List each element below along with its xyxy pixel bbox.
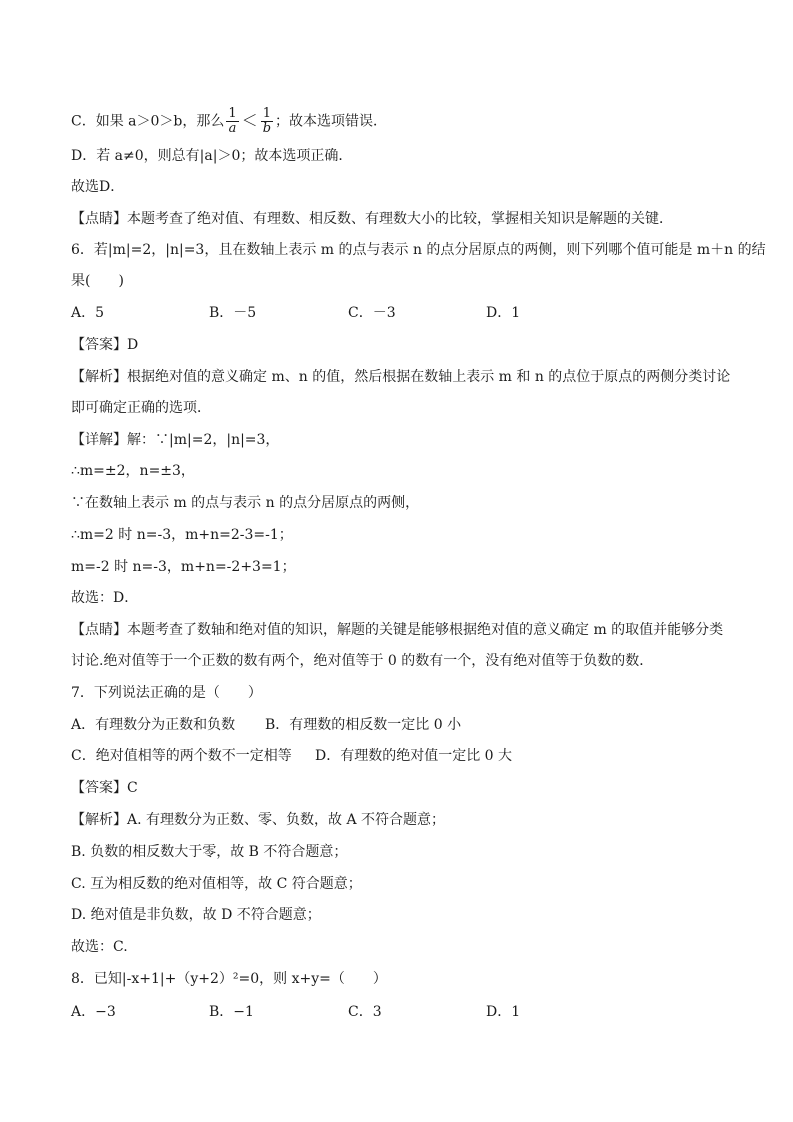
q6-answer: 【答案】D [71, 337, 139, 353]
q7-jiexi-line-2: B. 负数的相反数大于零，故 B 不符合题意； [71, 844, 348, 860]
line-guxuan-1: 故选D． [71, 179, 125, 195]
line-dianjing-1: 【点睛】本题考查了绝对值、有理数、相反数、有理数大小的比较，掌握相关知识是解题的关键． [71, 211, 673, 227]
q6-jiexi-line-2: 即可确定正确的选项． [71, 400, 211, 416]
q6-xiangjie-line-2: ∴m=±2，n=±3， [71, 463, 195, 479]
q6-option-a: A．5 [71, 305, 105, 321]
c-option-text: C．如果 a＞0＞b，那么 [71, 113, 225, 130]
q7-option-a: A．有理数分为正数和负数 [71, 717, 236, 733]
q6-stem-line-1: 6．若|m|=2，|n|=3，且在数轴上表示 m 的点与表示 n 的点分居原点的两侧，则下列哪个值可能是 m＋n 的结 [71, 242, 766, 258]
c-option-conclusion: ；故本选项错误． [275, 113, 388, 130]
less-than-sign: ＜ [241, 110, 258, 130]
q6-stem-line-2: 果( ) [71, 273, 124, 289]
q7-guxuan: 故选：C. [71, 939, 128, 955]
q7-jiexi-line-4: D. 绝对值是非负数，故 D 不符合题意； [71, 907, 321, 923]
q6-xiangjie-line-4: ∴m=2 时 n=-3，m+n=2-3=-1； [71, 527, 293, 543]
q7-stem: 7．下列说法正确的是（ ） [71, 685, 262, 701]
q7-answer: 【答案】C [71, 780, 138, 796]
q7-jiexi-line-3: C. 互为相反数的绝对值相等，故 C 符合题意； [71, 876, 362, 892]
q6-dianjing-line-2: 讨论.绝对值等于一个正数的数有两个，绝对值等于 0 的数有一个，没有绝对值等于负数的数． [71, 653, 654, 669]
q6-jiexi-line-1: 【解析】根据绝对值的意义确定 m、n 的值，然后根据在数轴上表示 m 和 n 的点位于原点的两侧分类讨论 [71, 369, 731, 385]
q8-option-b: B．−1 [209, 1004, 254, 1020]
fraction-1-over-a: $\frac{1}{a}$ [228, 106, 237, 136]
q6-guxuan: 故选：D． [71, 590, 139, 606]
q8-option-d: D．1 [486, 1004, 521, 1020]
q7-option-b: B．有理数的相反数一定比 0 小 [265, 717, 462, 733]
q6-xiangjie-line-5: m=-2 时 n=-3，m+n=-2+3=1； [71, 559, 296, 575]
q7-jiexi-line-1: 【解析】A. 有理数分为正数、零、负数，故 A 不符合题意； [71, 812, 446, 828]
q6-option-d: D．1 [486, 305, 521, 321]
q6-xiangjie-line-3: ∵在数轴上表示 m 的点与表示 n 的点分居原点的两侧， [71, 495, 420, 511]
q6-dianjing-line-1: 【点睛】本题考查了数轴和绝对值的知识，解题的关键是能够根据绝对值的意义确定 m 的取值并能够分类 [71, 622, 724, 638]
line-d-option: D．若 a≠0，则总有|a|＞0；故本选项正确． [71, 148, 353, 164]
q6-option-b: B．－5 [209, 305, 257, 321]
q8-stem: 8．已知|-x+1|+（y+2）²=0，则 x+y=（ ） [71, 971, 387, 987]
q8-option-a: A．−3 [71, 1004, 116, 1020]
q7-option-d: D．有理数的绝对值一定比 0 大 [315, 748, 513, 764]
fraction-1-over-b: $\frac{1}{b}$ [262, 106, 272, 136]
q6-xiangjie-line-1: 【详解】解：∵|m|=2，|n|=3， [71, 432, 280, 448]
q6-option-c: C．－3 [348, 305, 396, 321]
q7-option-c: C．绝对值相等的两个数不一定相等 [71, 748, 292, 764]
q8-option-c: C．3 [348, 1004, 382, 1020]
line-c-option [71, 107, 731, 136]
